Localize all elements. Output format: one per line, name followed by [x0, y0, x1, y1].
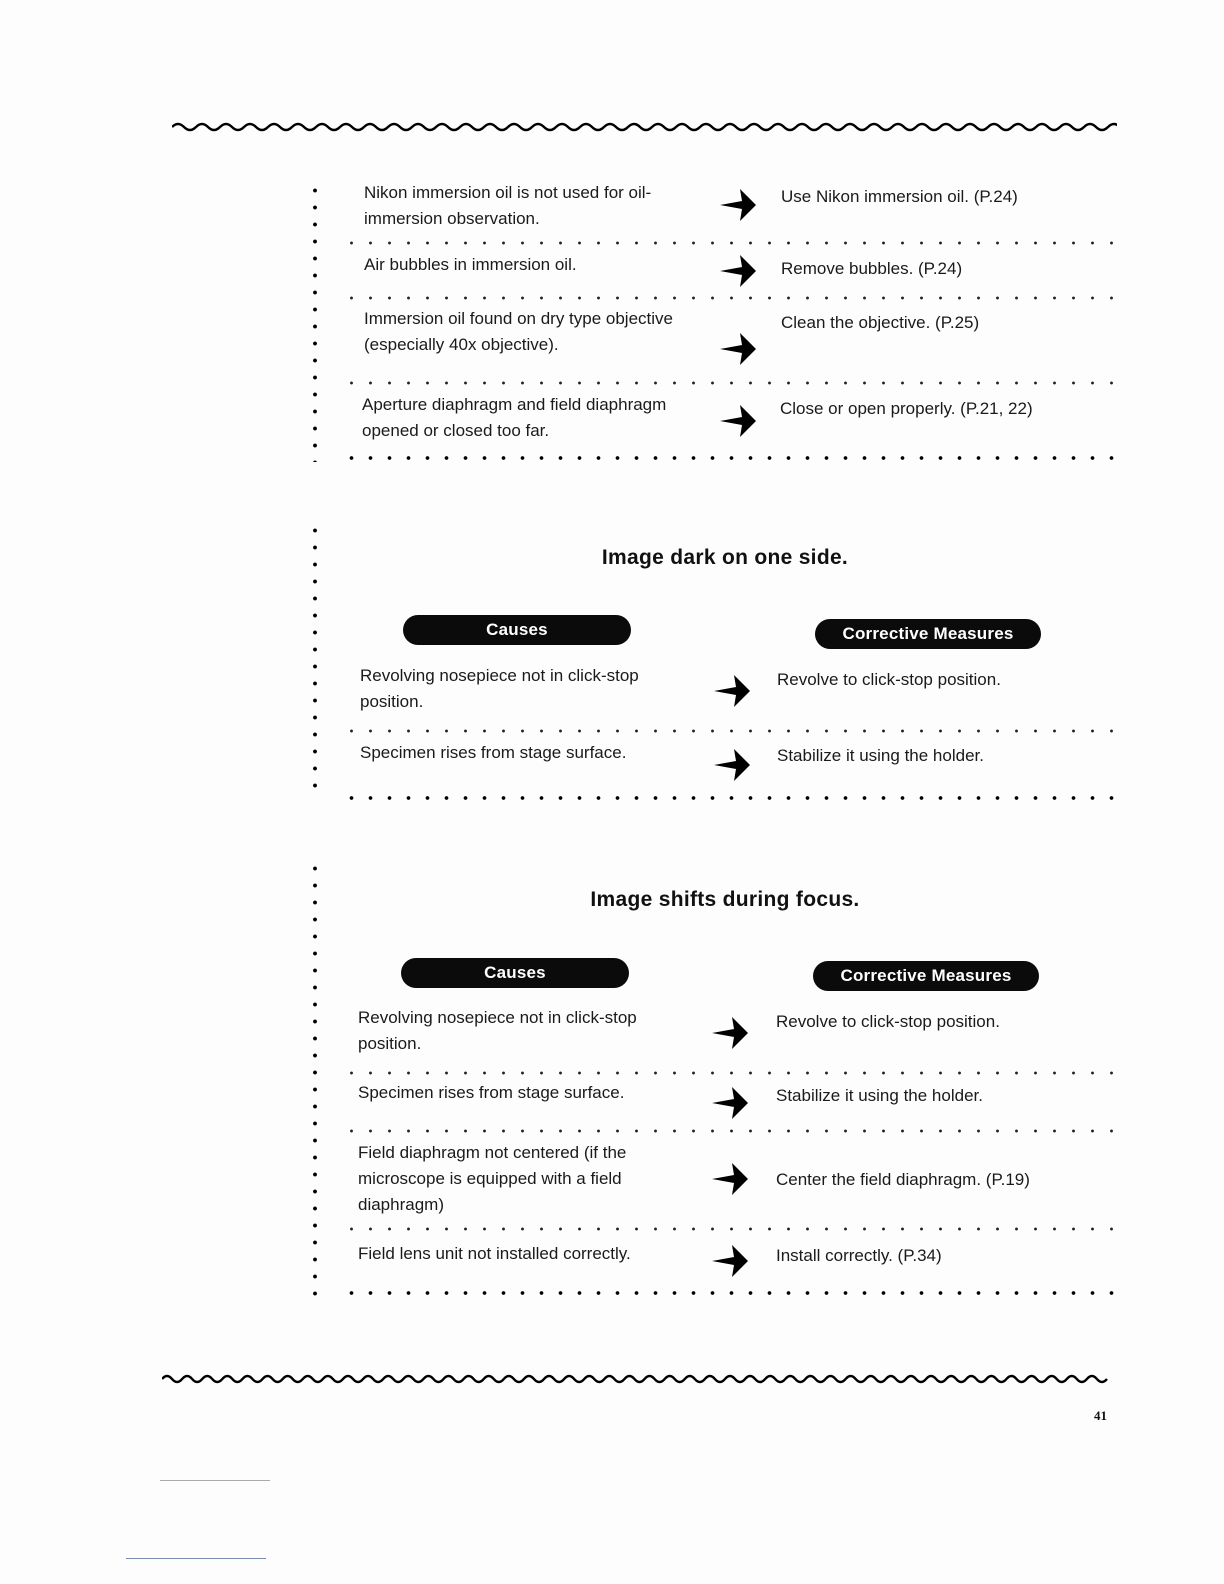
measure-text: Use Nikon immersion oil. (P.24): [781, 187, 1018, 206]
arrow-right-icon: [718, 402, 758, 440]
causes-header-pill: Causes: [401, 958, 629, 988]
cause-text: Field lens unit not installed correctly.: [358, 1244, 631, 1263]
row-divider: [342, 728, 1114, 734]
top-wavy-rule: [172, 120, 1117, 134]
measure-text: Close or open properly. (P.21, 22): [780, 399, 1033, 418]
cause-text: Specimen rises from stage surface.: [358, 1083, 625, 1102]
arrow-right-icon: [718, 252, 758, 290]
row-divider: [342, 1226, 1114, 1232]
section-bottom-border: [342, 795, 1114, 801]
row-divider: [342, 240, 1114, 246]
cause-text: Revolving nosepiece not in click-stop position.: [358, 1008, 637, 1053]
row-divider: [342, 1070, 1114, 1076]
arrow-right-icon: [712, 746, 752, 784]
measure-text: Revolve to click-stop position.: [777, 670, 1001, 689]
bottom-wavy-rule: [162, 1372, 1112, 1386]
arrow-right-icon: [718, 330, 758, 368]
cause-text: Air bubbles in immersion oil.: [364, 255, 577, 274]
measure-text: Install correctly. (P.34): [776, 1246, 942, 1265]
cause-text: Specimen rises from stage surface.: [360, 743, 627, 762]
cause-text: Nikon immersion oil is not used for oil-immersion observation.: [364, 183, 652, 228]
measure-text: Remove bubbles. (P.24): [781, 259, 963, 278]
measure-text: Revolve to click-stop position.: [776, 1012, 1000, 1031]
cause-text: Immersion oil found on dry type objective (especially 40x objective).: [364, 309, 673, 354]
arrow-right-icon: [710, 1084, 750, 1122]
section-bottom-border: [342, 455, 1114, 461]
arrow-right-icon: [710, 1160, 750, 1198]
corrective-measures-header-pill: Corrective Measures: [813, 961, 1039, 991]
arrow-right-icon: [710, 1242, 750, 1280]
row-divider: [342, 380, 1114, 386]
row-divider: [342, 295, 1114, 301]
measure-text: Stabilize it using the holder.: [776, 1086, 983, 1105]
section-bottom-border: [342, 1290, 1114, 1296]
footer-rule: [126, 1558, 266, 1559]
cause-text: Revolving nosepiece not in click-stop position.: [360, 666, 639, 711]
cause-text: Aperture diaphragm and field diaphragm opened or closed too far.: [362, 395, 667, 440]
arrow-right-icon: [718, 186, 758, 224]
section-title: Image shifts during focus.: [590, 888, 860, 911]
arrow-right-icon: [712, 672, 752, 710]
cause-text: Field diaphragm not centered (if the microscope is equipped with a field diaphragm): [358, 1143, 627, 1214]
measure-text: Clean the objective. (P.25): [781, 313, 980, 332]
left-dotted-border: [312, 860, 318, 1296]
left-dotted-border: [312, 522, 318, 798]
arrow-right-icon: [710, 1014, 750, 1052]
measure-text: Center the field diaphragm. (P.19): [776, 1170, 1030, 1189]
measure-text: Stabilize it using the holder.: [777, 746, 984, 765]
left-dotted-border: [312, 182, 318, 462]
corrective-measures-header-pill: Corrective Measures: [815, 619, 1041, 649]
causes-header-pill: Causes: [403, 615, 631, 645]
row-divider: [342, 1128, 1114, 1134]
page-number: 41: [1094, 1408, 1107, 1423]
section-title: Image dark on one side.: [601, 546, 849, 569]
scan-artifact: [160, 1480, 270, 1481]
